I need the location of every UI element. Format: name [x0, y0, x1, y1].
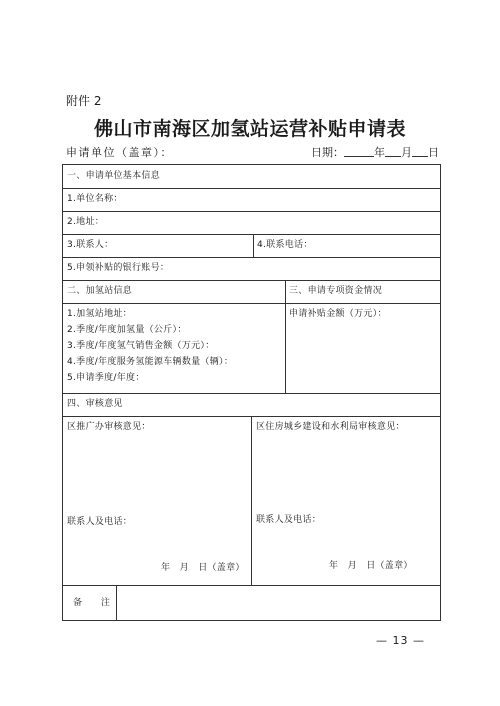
day-blank[interactable] — [412, 145, 428, 157]
promotion-office-contact[interactable]: 联系人及电话： — [67, 517, 133, 527]
hydrogen-volume-field[interactable]: 2.季度/年度加氢量（公斤）： — [67, 325, 187, 335]
unit-name-field[interactable]: 1.单位名称： — [67, 194, 123, 204]
row-divider — [63, 280, 440, 281]
application-period-field[interactable]: 5.申请季度/年度： — [67, 373, 145, 383]
section2-title: 二、加氢站信息 — [67, 286, 133, 296]
year-blank[interactable] — [344, 145, 374, 157]
column-divider — [116, 585, 117, 620]
applicant-unit-label: 申请单位（盖章）： — [66, 146, 173, 159]
attachment-label: 附件 2 — [66, 94, 102, 108]
remarks-label: 备 注 — [73, 598, 111, 608]
station-address-field[interactable]: 1.加氢站地址： — [67, 309, 132, 319]
column-divider — [285, 280, 286, 393]
date-label: 日期： — [311, 146, 344, 159]
address-field[interactable]: 2.地址： — [67, 217, 105, 227]
date-month: 月 — [401, 146, 412, 159]
hydrogen-sales-field[interactable]: 3.季度/年度氢气销售金额（万元）： — [67, 341, 215, 351]
column-divider — [251, 416, 252, 585]
section1-title: 一、申请单位基本信息 — [67, 171, 161, 181]
promotion-office-opinion[interactable]: 区推广办审核意见： — [67, 422, 151, 432]
column-divider — [253, 234, 254, 257]
month-blank[interactable] — [385, 145, 401, 157]
remarks-field[interactable] — [118, 587, 438, 618]
subsidy-amount-field[interactable]: 申请补贴金额（万元）： — [289, 309, 387, 319]
date-year: 年 — [374, 146, 385, 159]
row-divider — [63, 211, 440, 212]
form-title: 佛山市南海区加氢站运营补贴申请表 — [93, 118, 406, 140]
contact-person-field[interactable]: 3.联系人： — [67, 240, 114, 250]
section4-title: 四、审核意见 — [67, 399, 123, 409]
housing-bureau-stamp: 年 月 日（盖章） — [329, 561, 413, 571]
vehicles-served-field[interactable]: 4.季度/年度服务氢能源车辆数量（辆）： — [67, 357, 234, 367]
row-divider — [63, 303, 440, 304]
section3-title: 三、申请专项资金情况 — [289, 286, 383, 296]
bank-account-field[interactable]: 5.申领补贴的银行账号： — [67, 263, 170, 273]
row-divider — [63, 234, 440, 235]
application-form-table — [62, 164, 441, 621]
housing-bureau-opinion[interactable]: 区住房城乡建设和水利局审核意见： — [256, 422, 405, 432]
contact-phone-field[interactable]: 4.联系电话： — [257, 240, 313, 250]
housing-bureau-contact[interactable]: 联系人及电话： — [256, 515, 322, 525]
row-divider — [63, 585, 440, 586]
page-number: — 13 — — [376, 634, 425, 647]
promotion-office-stamp: 年 月 日（盖章） — [161, 563, 245, 573]
row-divider — [63, 393, 440, 394]
date-line — [311, 144, 439, 160]
date-day: 日 — [428, 146, 439, 159]
row-divider — [63, 257, 440, 258]
row-divider — [63, 188, 440, 189]
